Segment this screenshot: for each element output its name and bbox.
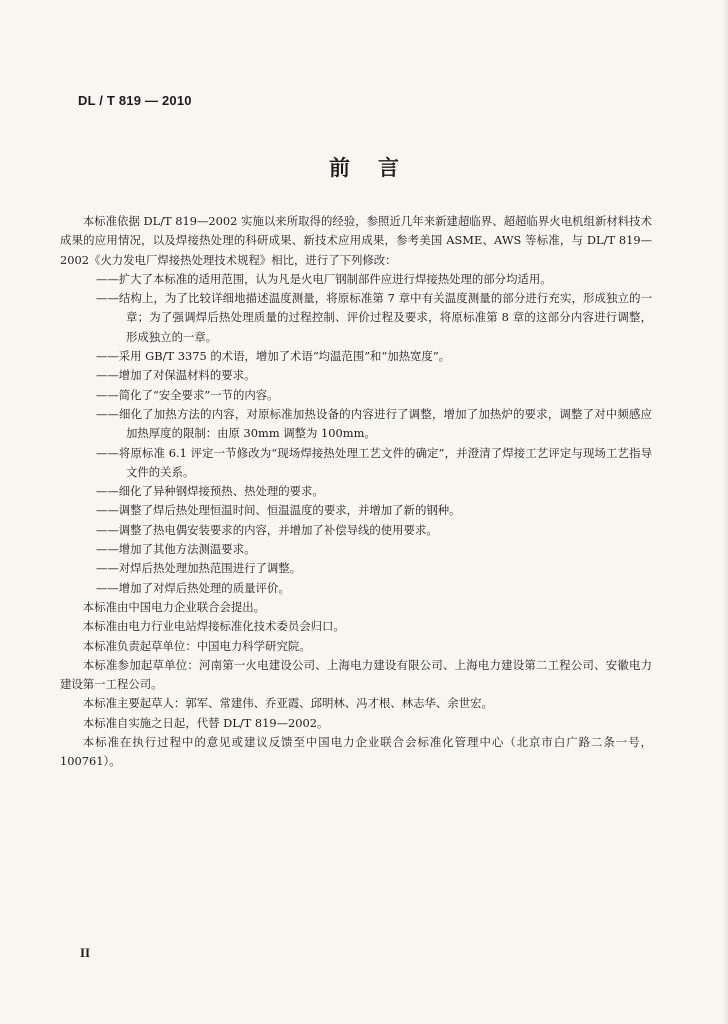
change-item: ——调整了热电偶安装要求的内容，并增加了补偿导线的使用要求。 bbox=[96, 522, 438, 537]
intro-paragraph: 本标准依据 DL/T 819—2002 实施以来所取得的经验，参照近几年来新建超临界、超超临界火电机组新材料技术成果的应用情况，以及焊接热处理的科研成果、新技术应用成果，参考美国 ASME、AWS 等标准，与 DL/T 819—2002《火力发电厂焊接热处理技术规程》相比，进行了下列修改： bbox=[60, 214, 652, 267]
change-item: ——结构上，为了比较详细地描述温度测量，将原标准第 7 章中有关温度测量的部分进行充实，形成独立的一章；为了强调焊后热处理质量的过程控制、评价过程及要求，将原标准第 8 章的这部分内容进行调整，形成独立的一章。 bbox=[96, 291, 652, 344]
feedback-paragraph: 本标准在执行过程中的意见或建议反馈至中国电力企业联合会标准化管理中心（北京市白广路二条一号，100761）。 bbox=[60, 735, 652, 769]
change-item: ——扩大了本标准的适用范围，认为凡是火电厂钢制部件应进行焊接热处理的部分均适用。 bbox=[96, 271, 552, 286]
drafters-paragraph: 本标准主要起草人：郭军、常建伟、乔亚霞、邱明林、冯才根、林志华、余世宏。 bbox=[82, 696, 493, 711]
replacement-paragraph: 本标准自实施之日起，代替 DL/T 819—2002。 bbox=[82, 715, 329, 730]
participating-units-paragraph: 本标准参加起草单位：河南第一火电建设公司、上海电力建设有限公司、上海电力建设第二工程公司、安徽电力建设第一工程公司。 bbox=[60, 657, 652, 692]
change-item: ——增加了对保温材料的要求。 bbox=[96, 368, 256, 383]
committee-paragraph: 本标准由电力行业电站焊接标准化技术委员会归口。 bbox=[82, 619, 345, 634]
page-number: II bbox=[80, 945, 91, 960]
document-body bbox=[60, 212, 652, 772]
change-item: ——细化了异种钢焊接预热、热处理的要求。 bbox=[96, 484, 324, 499]
change-item: ——简化了“安全要求”一节的内容。 bbox=[96, 387, 279, 402]
drafting-unit-paragraph: 本标准负责起草单位：中国电力科学研究院。 bbox=[82, 638, 311, 653]
change-item: ——增加了其他方法测温要求。 bbox=[96, 542, 256, 557]
standard-code-header: DL / T 819 — 2010 bbox=[78, 93, 192, 108]
change-item: ——细化了加热方法的内容，对原标准加热设备的内容进行了调整，增加了加热炉的要求，调整了对中频感应加热厚度的限制：由原 30mm 调整为 100mm。 bbox=[96, 406, 652, 441]
page-title: 前言 bbox=[329, 155, 427, 180]
change-item: ——将原标准 6.1 评定一节修改为“现场焊接热处理工艺文件的确定”，并澄清了焊接工艺评定与现场工艺指导文件的关系。 bbox=[96, 445, 652, 479]
proposer-paragraph: 本标准由中国电力企业联合会提出。 bbox=[82, 599, 266, 614]
change-item: ——增加了对焊后热处理的质量评价。 bbox=[96, 580, 290, 595]
change-item: ——对焊后热处理加热范围进行了调整。 bbox=[96, 561, 302, 576]
change-item: ——调整了焊后热处理恒温时间、恒温温度的要求，并增加了新的钢种。 bbox=[96, 503, 461, 518]
change-item: ——采用 GB/T 3375 的术语，增加了术语“均温范围”和“加热宽度”。 bbox=[96, 349, 451, 364]
